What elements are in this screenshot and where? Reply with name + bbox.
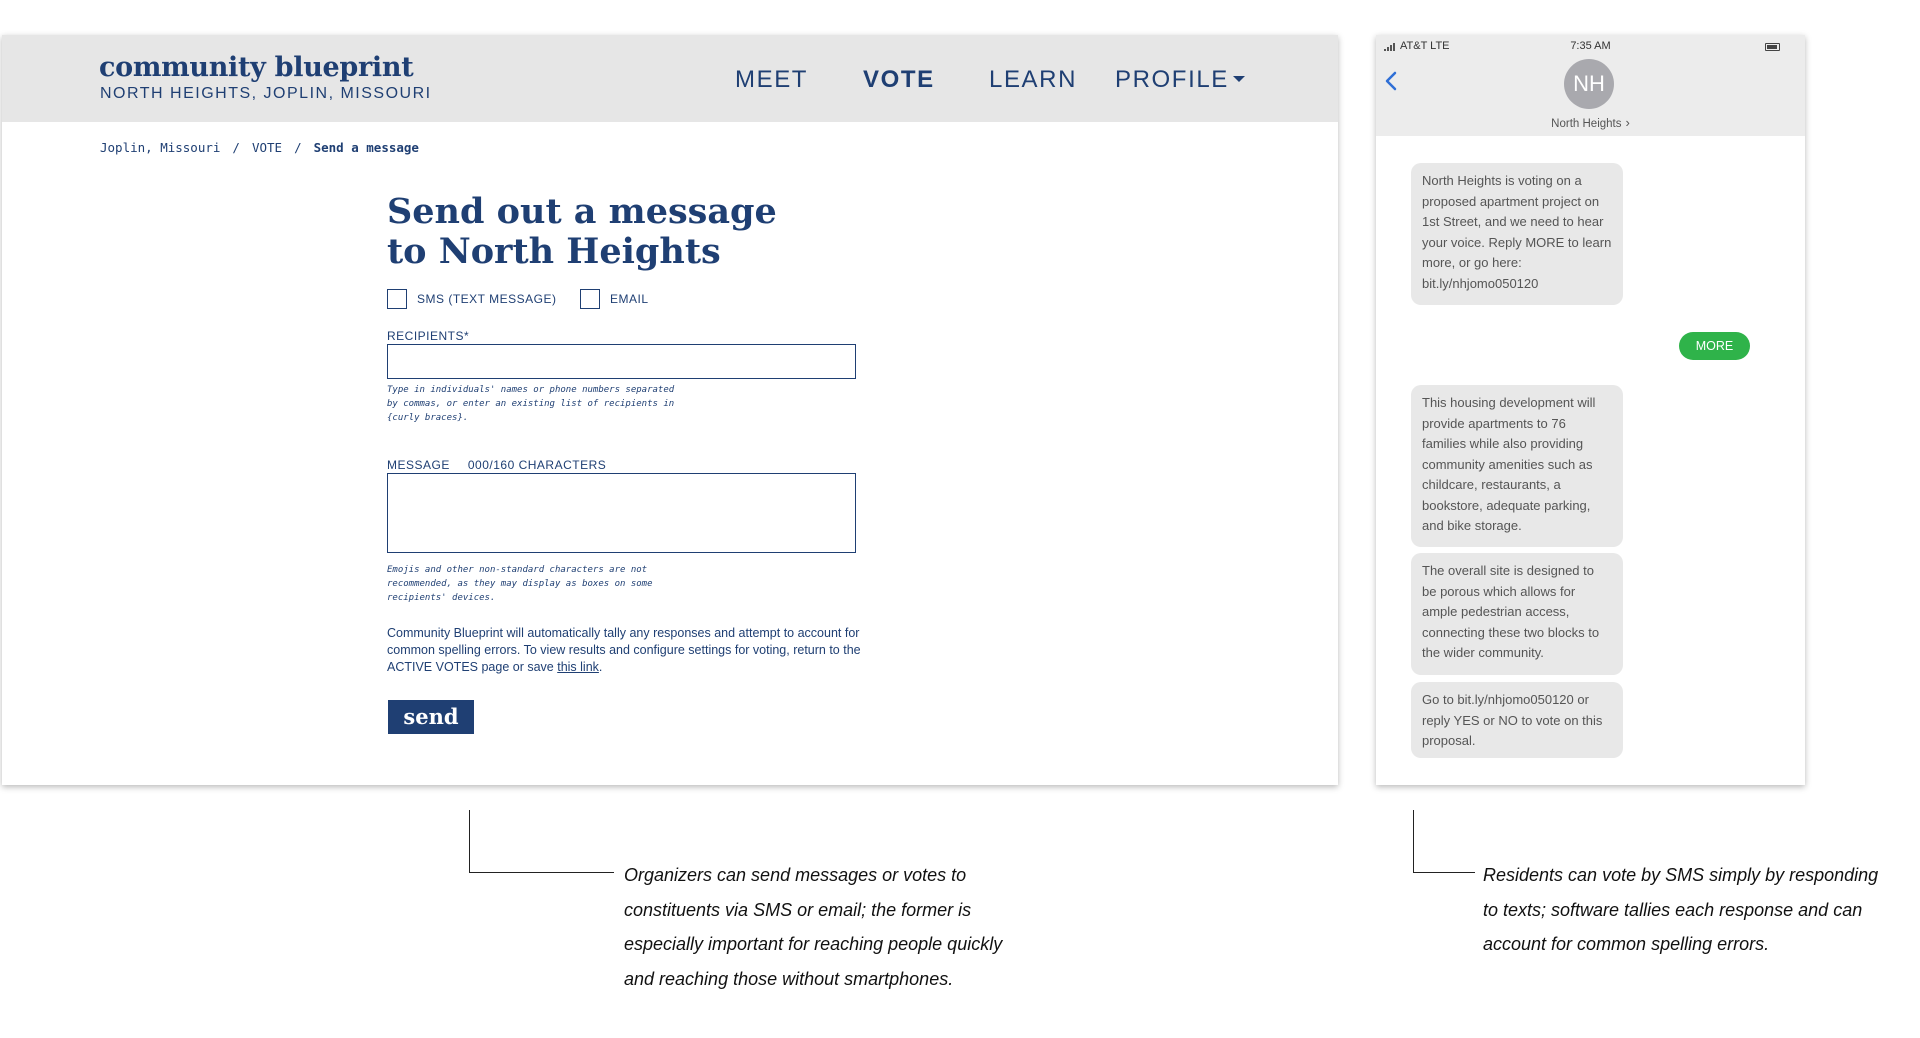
annotation-line: to texts; software tallies each response and can xyxy=(1483,899,1863,920)
breadcrumb-separator: / xyxy=(232,140,240,155)
breadcrumb xyxy=(100,140,419,155)
email-checkbox[interactable] xyxy=(580,289,600,309)
voting-info-end: . xyxy=(598,660,603,674)
back-chevron-icon[interactable] xyxy=(1384,70,1398,92)
brand-title[interactable]: community blueprint xyxy=(99,52,414,83)
brand-subtitle: NORTH HEIGHTS, JOPLIN, MISSOURI xyxy=(100,85,432,102)
outgoing-message: MORE xyxy=(1679,332,1750,360)
nav-learn[interactable]: LEARN xyxy=(989,66,1078,93)
incoming-message: Go to bit.ly/nhjomo050120 or reply YES or NO to vote on this proposal. xyxy=(1411,682,1623,758)
message-input[interactable] xyxy=(387,473,856,553)
incoming-message: This housing development will provide apartments to 76 families while also providing community amenities such as childcare, restaurants, a bookstore, adequate parking, and bike storage. xyxy=(1411,385,1623,547)
annotation-leader-line xyxy=(469,810,614,873)
annotation-line: account for common spelling errors. xyxy=(1483,934,1770,954)
message-label: MESSAGE xyxy=(387,458,450,472)
email-option xyxy=(580,289,649,309)
recipients-input[interactable] xyxy=(387,344,856,379)
annotation-line: Residents can vote by SMS simply by responding xyxy=(1483,865,1879,885)
contact-name[interactable] xyxy=(1376,115,1805,130)
annotation-leader-line xyxy=(1413,810,1475,873)
site-header xyxy=(2,35,1338,122)
annotation-line: and reaching those without smartphones. xyxy=(624,968,954,989)
caret-down-icon xyxy=(1233,76,1245,82)
nav-profile-label: PROFILE xyxy=(1115,66,1229,93)
message-label-row xyxy=(387,458,606,472)
recipients-hint: Type in individuals' names or phone numbers separated by commas, or enter an existing list of recipients in {curly braces}. xyxy=(387,385,675,423)
battery-icon xyxy=(1765,43,1780,51)
voting-info-body: Community Blueprint will automatically tally any responses and attempt to account for common spelling errors. To view results and configure settings for voting, return to the ACTIVE VOTES page or save xyxy=(387,626,861,674)
incoming-message: North Heights is voting on a proposed apartment project on 1st Street, and we need to hear your voice. Reply MORE to learn more, or go here: bit.ly/nhjomo050120 xyxy=(1411,163,1623,305)
nav-profile-menu[interactable] xyxy=(1115,66,1245,94)
phone-messages-window xyxy=(1376,35,1805,785)
sms-checkbox-label[interactable]: SMS (TEXT MESSAGE) xyxy=(417,292,557,306)
avatar[interactable]: NH xyxy=(1564,59,1614,109)
carrier-label: AT&T LTE xyxy=(1400,40,1450,52)
sms-checkbox[interactable] xyxy=(387,289,407,309)
breadcrumb-item-vote[interactable]: VOTE xyxy=(251,140,283,155)
contact-name-label: North Heights xyxy=(1551,118,1622,130)
conversation-header xyxy=(1376,35,1805,136)
breadcrumb-separator: / xyxy=(294,140,302,155)
annotation-line: especially important for reaching people quickly xyxy=(624,934,1003,954)
status-time: 7:35 AM xyxy=(1570,40,1611,52)
message-hint: Emojis and other non-standard characters are not recommended, as they may display as boxes on some recipients' devices. xyxy=(387,565,653,603)
sms-option xyxy=(387,289,556,309)
annotation-line: constituents via SMS or email; the former is xyxy=(624,899,972,920)
page-title-line: to North Heights xyxy=(387,231,721,272)
web-app-window xyxy=(2,35,1338,785)
character-counter: 000/160 CHARACTERS xyxy=(467,458,607,472)
nav-meet[interactable]: MEET xyxy=(735,66,809,93)
send-button[interactable]: send xyxy=(388,700,474,734)
recipients-label: RECIPIENTS* xyxy=(387,329,470,343)
breadcrumb-item-location[interactable]: Joplin, Missouri xyxy=(100,140,221,155)
results-link[interactable]: this link xyxy=(557,660,599,674)
chevron-right-icon: › xyxy=(1625,115,1630,130)
page-title-line: Send out a message xyxy=(387,191,777,232)
email-checkbox-label[interactable]: EMAIL xyxy=(610,292,649,306)
voting-info-text xyxy=(387,625,867,676)
annotation-phone xyxy=(1483,858,1918,962)
annotation-web xyxy=(624,858,1074,996)
incoming-message: The overall site is designed to be porous which allows for ample pedestrian access, connecting these two blocks to the wider community. xyxy=(1411,553,1623,675)
battery-level xyxy=(1767,45,1777,49)
nav-vote[interactable]: VOTE xyxy=(863,66,935,93)
breadcrumb-item-current: Send a message xyxy=(313,140,419,155)
annotation-line: Organizers can send messages or votes to xyxy=(624,865,967,885)
page-title xyxy=(387,192,827,272)
